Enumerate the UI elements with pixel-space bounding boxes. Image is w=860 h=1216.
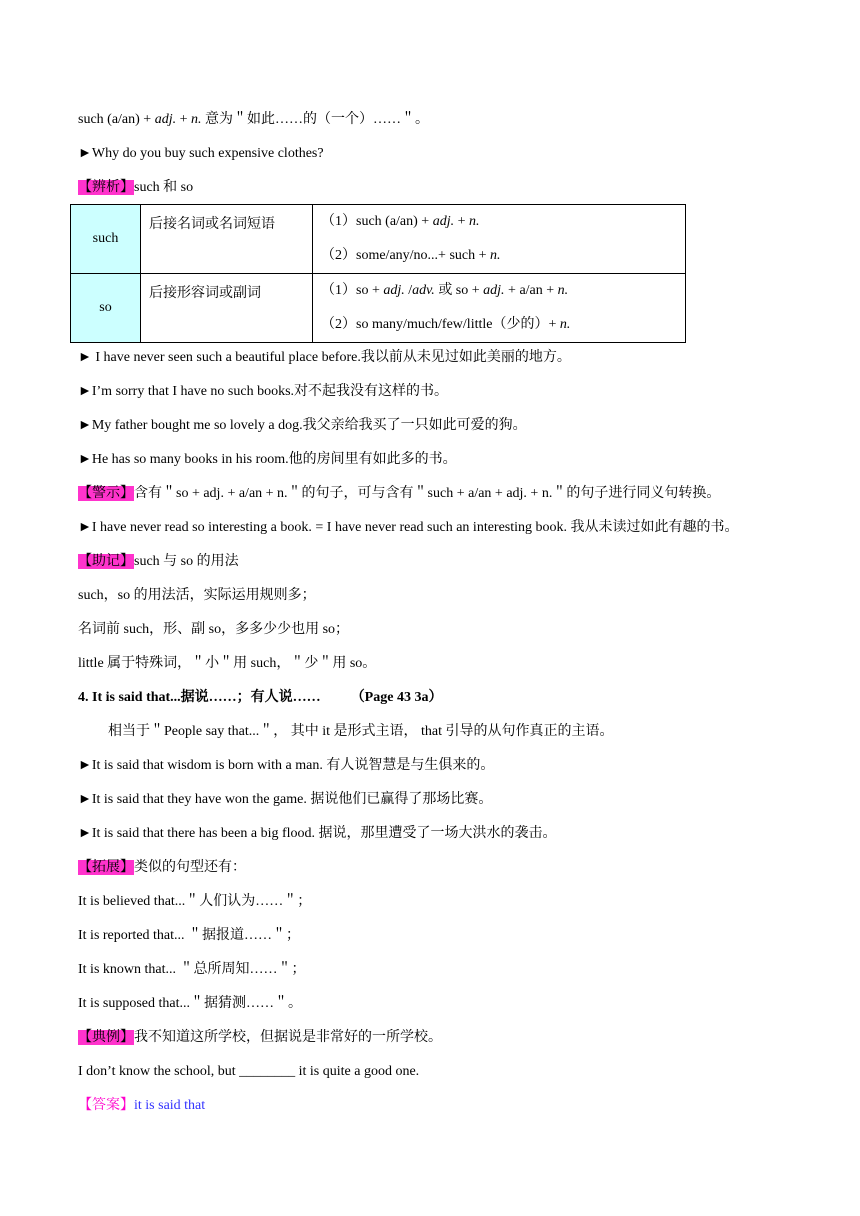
pattern-line: It is believed that...＂人们认为……＂； [78,894,312,909]
warning-text: 含有＂so + adj. + a/an + n.＂的句子，可与含有＂such + a/an + adj. + n.＂的句子进行同义句转换。 [134,486,721,501]
intro-line [78,110,429,130]
example-line: ► I have never seen such a beautiful place before.我以前从未见过如此美丽的地方。 [78,350,571,365]
pattern-line: It is known that... ＂总所周知……＂； [78,962,306,977]
warning-tag: 【警示】 [78,486,134,501]
table-desc-cell: 后接名词或名词短语 [141,205,313,274]
intro-plus: + [176,112,191,127]
intro-example: ►Why do you buy such expensive clothes? [78,146,324,161]
example-line: ►My father bought me so lovely a dog.我父亲给我买了一只如此可爱的狗。 [78,418,527,433]
comparison-table [70,204,686,343]
intro-adj: adj. [154,112,177,127]
mnemonic-line: 名词前 such，形、副 so，多多少少也用 so； [78,622,350,637]
section-explanation: 相当于＂People say that...＂， 其中 it 是形式主语， that 引导的从句作真正的主语。 [108,724,614,739]
section-heading [78,688,442,708]
rule-such-1: （1）such (a/an) + adj. + n. [321,214,480,229]
table-row-such [71,205,686,274]
example-line: ►I’m sorry that I have no such books.对不起我没有这样的书。 [78,384,449,399]
analysis-line [78,178,193,198]
example-line: ►It is said that wisdom is born with a man. 有人说智慧是与生俱来的。 [78,758,495,773]
extend-text: 类似的句型还有： [134,860,246,875]
extend-tag: 【拓展】 [78,860,134,875]
rule-so-1: （1）so + adj. /adv. 或 so + adj. + a/an + n. [321,283,569,298]
table-rules-cell [313,205,686,274]
answer-tag: 【答案】 [78,1098,134,1113]
table-row-so [71,274,686,343]
answer-text: it is said that [134,1098,206,1113]
rule-so-2: （2）so many/much/few/little（少的）+ n. [321,317,571,332]
pattern-line: It is reported that... ＂据报道……＂； [78,928,301,943]
mnemonic-line: such，so 的用法活，实际运用规则多； [78,588,316,603]
warning-example: ►I have never read so interesting a book. = I have never read such an interesting book. 我从未读过如此有趣的书。 [78,520,739,535]
pattern-line: It is supposed that...＂据猜测……＂。 [78,996,302,1011]
intro-text: such (a/an) + [78,112,155,127]
table-rules-cell [313,274,686,343]
memo-text: such 与 so 的用法 [134,554,239,569]
warning-line [78,484,720,504]
section-title: 4. It is said that...据说……；有人说…… [78,690,321,705]
table-key-cell: so [71,274,141,343]
analysis-text: such 和 so [134,180,194,195]
typical-sentence: I don’t know the school, but ________ it is quite a good one. [78,1064,420,1079]
memo-line [78,552,239,572]
intro-meaning: 意为＂如此……的（一个）……＂。 [201,112,429,127]
intro-noun: n. [191,112,202,127]
memo-tag: 【助记】 [78,554,134,569]
example-line: ►It is said that they have won the game. 据说他们已赢得了那场比赛。 [78,792,493,807]
typical-text: 我不知道这所学校，但据说是非常好的一所学校。 [134,1030,442,1045]
example-line: ►It is said that there has been a big flood. 据说，那里遭受了一场大洪水的袭击。 [78,826,557,841]
rule-such-2: （2）some/any/no...+ such + n. [321,248,501,263]
typical-tag: 【典例】 [78,1030,134,1045]
table-desc-cell: 后接形容词或副词 [141,274,313,343]
section-page-ref: （Page 43 3a） [350,690,443,705]
analysis-tag: 【辨析】 [78,180,134,195]
answer-line [78,1096,205,1116]
typical-line [78,1028,442,1048]
example-line: ►He has so many books in his room.他的房间里有如此多的书。 [78,452,457,467]
mnemonic-line: little 属于特殊词，＂小＂用 such，＂少＂用 so。 [78,656,377,671]
extend-line [78,858,246,878]
table-key-cell: such [71,205,141,274]
